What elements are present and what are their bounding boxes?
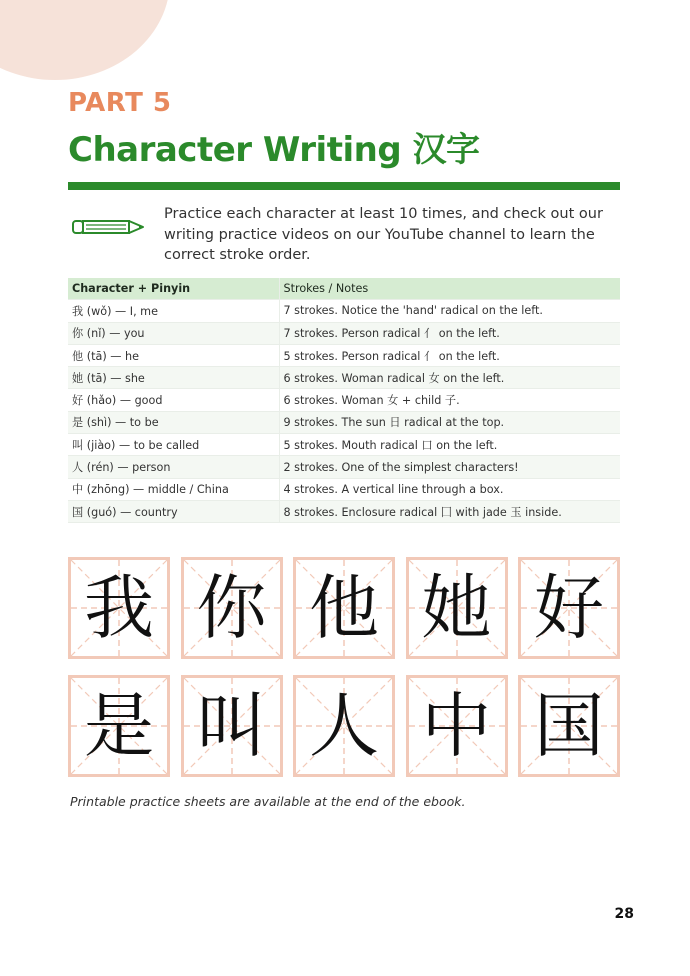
practice-cell bbox=[406, 557, 508, 659]
strokes-notes-cell: 9 strokes. The sun 日 radical at the top. bbox=[279, 411, 620, 433]
table-row bbox=[68, 411, 620, 433]
table-row bbox=[68, 456, 620, 478]
practice-cell bbox=[293, 557, 395, 659]
page-title: Character Writing 汉字 bbox=[68, 130, 480, 170]
practice-cell bbox=[68, 675, 170, 777]
decorative-corner-shape bbox=[0, 0, 170, 80]
strokes-notes-cell: 4 strokes. A vertical line through a box. bbox=[279, 478, 620, 500]
strokes-table bbox=[68, 278, 620, 523]
practice-character: 人 bbox=[309, 685, 379, 767]
strokes-notes-cell: 7 strokes. Notice the 'hand' radical on the left. bbox=[279, 300, 620, 322]
practice-character: 我 bbox=[84, 567, 154, 649]
page-number: 28 bbox=[614, 906, 634, 922]
table-row bbox=[68, 322, 620, 344]
table-row bbox=[68, 500, 620, 522]
character-pinyin-cell: 我 (wǒ) — I, me bbox=[68, 300, 279, 322]
character-pinyin-cell: 中 (zhōng) — middle / China bbox=[68, 478, 279, 500]
character-pinyin-cell: 好 (hǎo) — good bbox=[68, 389, 279, 411]
character-pinyin-cell: 他 (tā) — he bbox=[68, 344, 279, 366]
practice-cell bbox=[293, 675, 395, 777]
character-pinyin-cell: 你 (nǐ) — you bbox=[68, 322, 279, 344]
part-label: PART 5 bbox=[68, 88, 172, 118]
practice-row bbox=[68, 675, 620, 777]
strokes-notes-cell: 5 strokes. Person radical 亻 on the left. bbox=[279, 344, 620, 366]
table-row bbox=[68, 367, 620, 389]
practice-row bbox=[68, 557, 620, 659]
table-row bbox=[68, 478, 620, 500]
strokes-notes-cell: 6 strokes. Woman radical 女 on the left. bbox=[279, 367, 620, 389]
practice-cell bbox=[518, 557, 620, 659]
practice-character: 国 bbox=[534, 685, 604, 767]
practice-character: 叫 bbox=[196, 685, 267, 767]
character-pinyin-cell: 人 (rén) — person bbox=[68, 456, 279, 478]
practice-character: 他 bbox=[309, 567, 379, 649]
practice-character: 好 bbox=[534, 567, 604, 649]
intro-text: Practice each character at least 10 times, and check out our writing practice videos on our YouTube channel to learn the correct stroke order. bbox=[164, 206, 603, 263]
table-row bbox=[68, 389, 620, 411]
character-pinyin-cell: 国 (guó) — country bbox=[68, 500, 279, 522]
practice-character: 中 bbox=[421, 685, 492, 767]
character-pinyin-cell: 叫 (jiào) — to be called bbox=[68, 434, 279, 456]
strokes-notes-cell: 8 strokes. Enclosure radical 囗 with jade 玉 inside. bbox=[279, 500, 620, 522]
practice-cell bbox=[406, 675, 508, 777]
title-divider bbox=[68, 182, 620, 190]
table-row bbox=[68, 344, 620, 366]
character-pinyin-cell: 她 (tā) — she bbox=[68, 367, 279, 389]
table-row bbox=[68, 300, 620, 322]
strokes-notes-cell: 2 strokes. One of the simplest characters! bbox=[279, 456, 620, 478]
practice-character: 是 bbox=[84, 685, 154, 767]
character-pinyin-cell: 是 (shì) — to be bbox=[68, 411, 279, 433]
column-header: Character + Pinyin bbox=[68, 278, 279, 300]
strokes-notes-cell: 7 strokes. Person radical 亻 on the left. bbox=[279, 322, 620, 344]
practice-cell bbox=[68, 557, 170, 659]
practice-cell bbox=[181, 557, 283, 659]
practice-cell bbox=[181, 675, 283, 777]
table-header-row bbox=[68, 278, 620, 300]
column-header: Strokes / Notes bbox=[279, 278, 620, 300]
strokes-notes-cell: 5 strokes. Mouth radical 口 on the left. bbox=[279, 434, 620, 456]
practice-cell bbox=[518, 675, 620, 777]
practice-character: 你 bbox=[196, 567, 267, 649]
table-row bbox=[68, 434, 620, 456]
pencil-icon bbox=[70, 212, 148, 242]
caption: Printable practice sheets are available at the end of the ebook. bbox=[70, 794, 466, 809]
strokes-notes-cell: 6 strokes. Woman 女 + child 子. bbox=[279, 389, 620, 411]
practice-character: 她 bbox=[421, 567, 492, 649]
